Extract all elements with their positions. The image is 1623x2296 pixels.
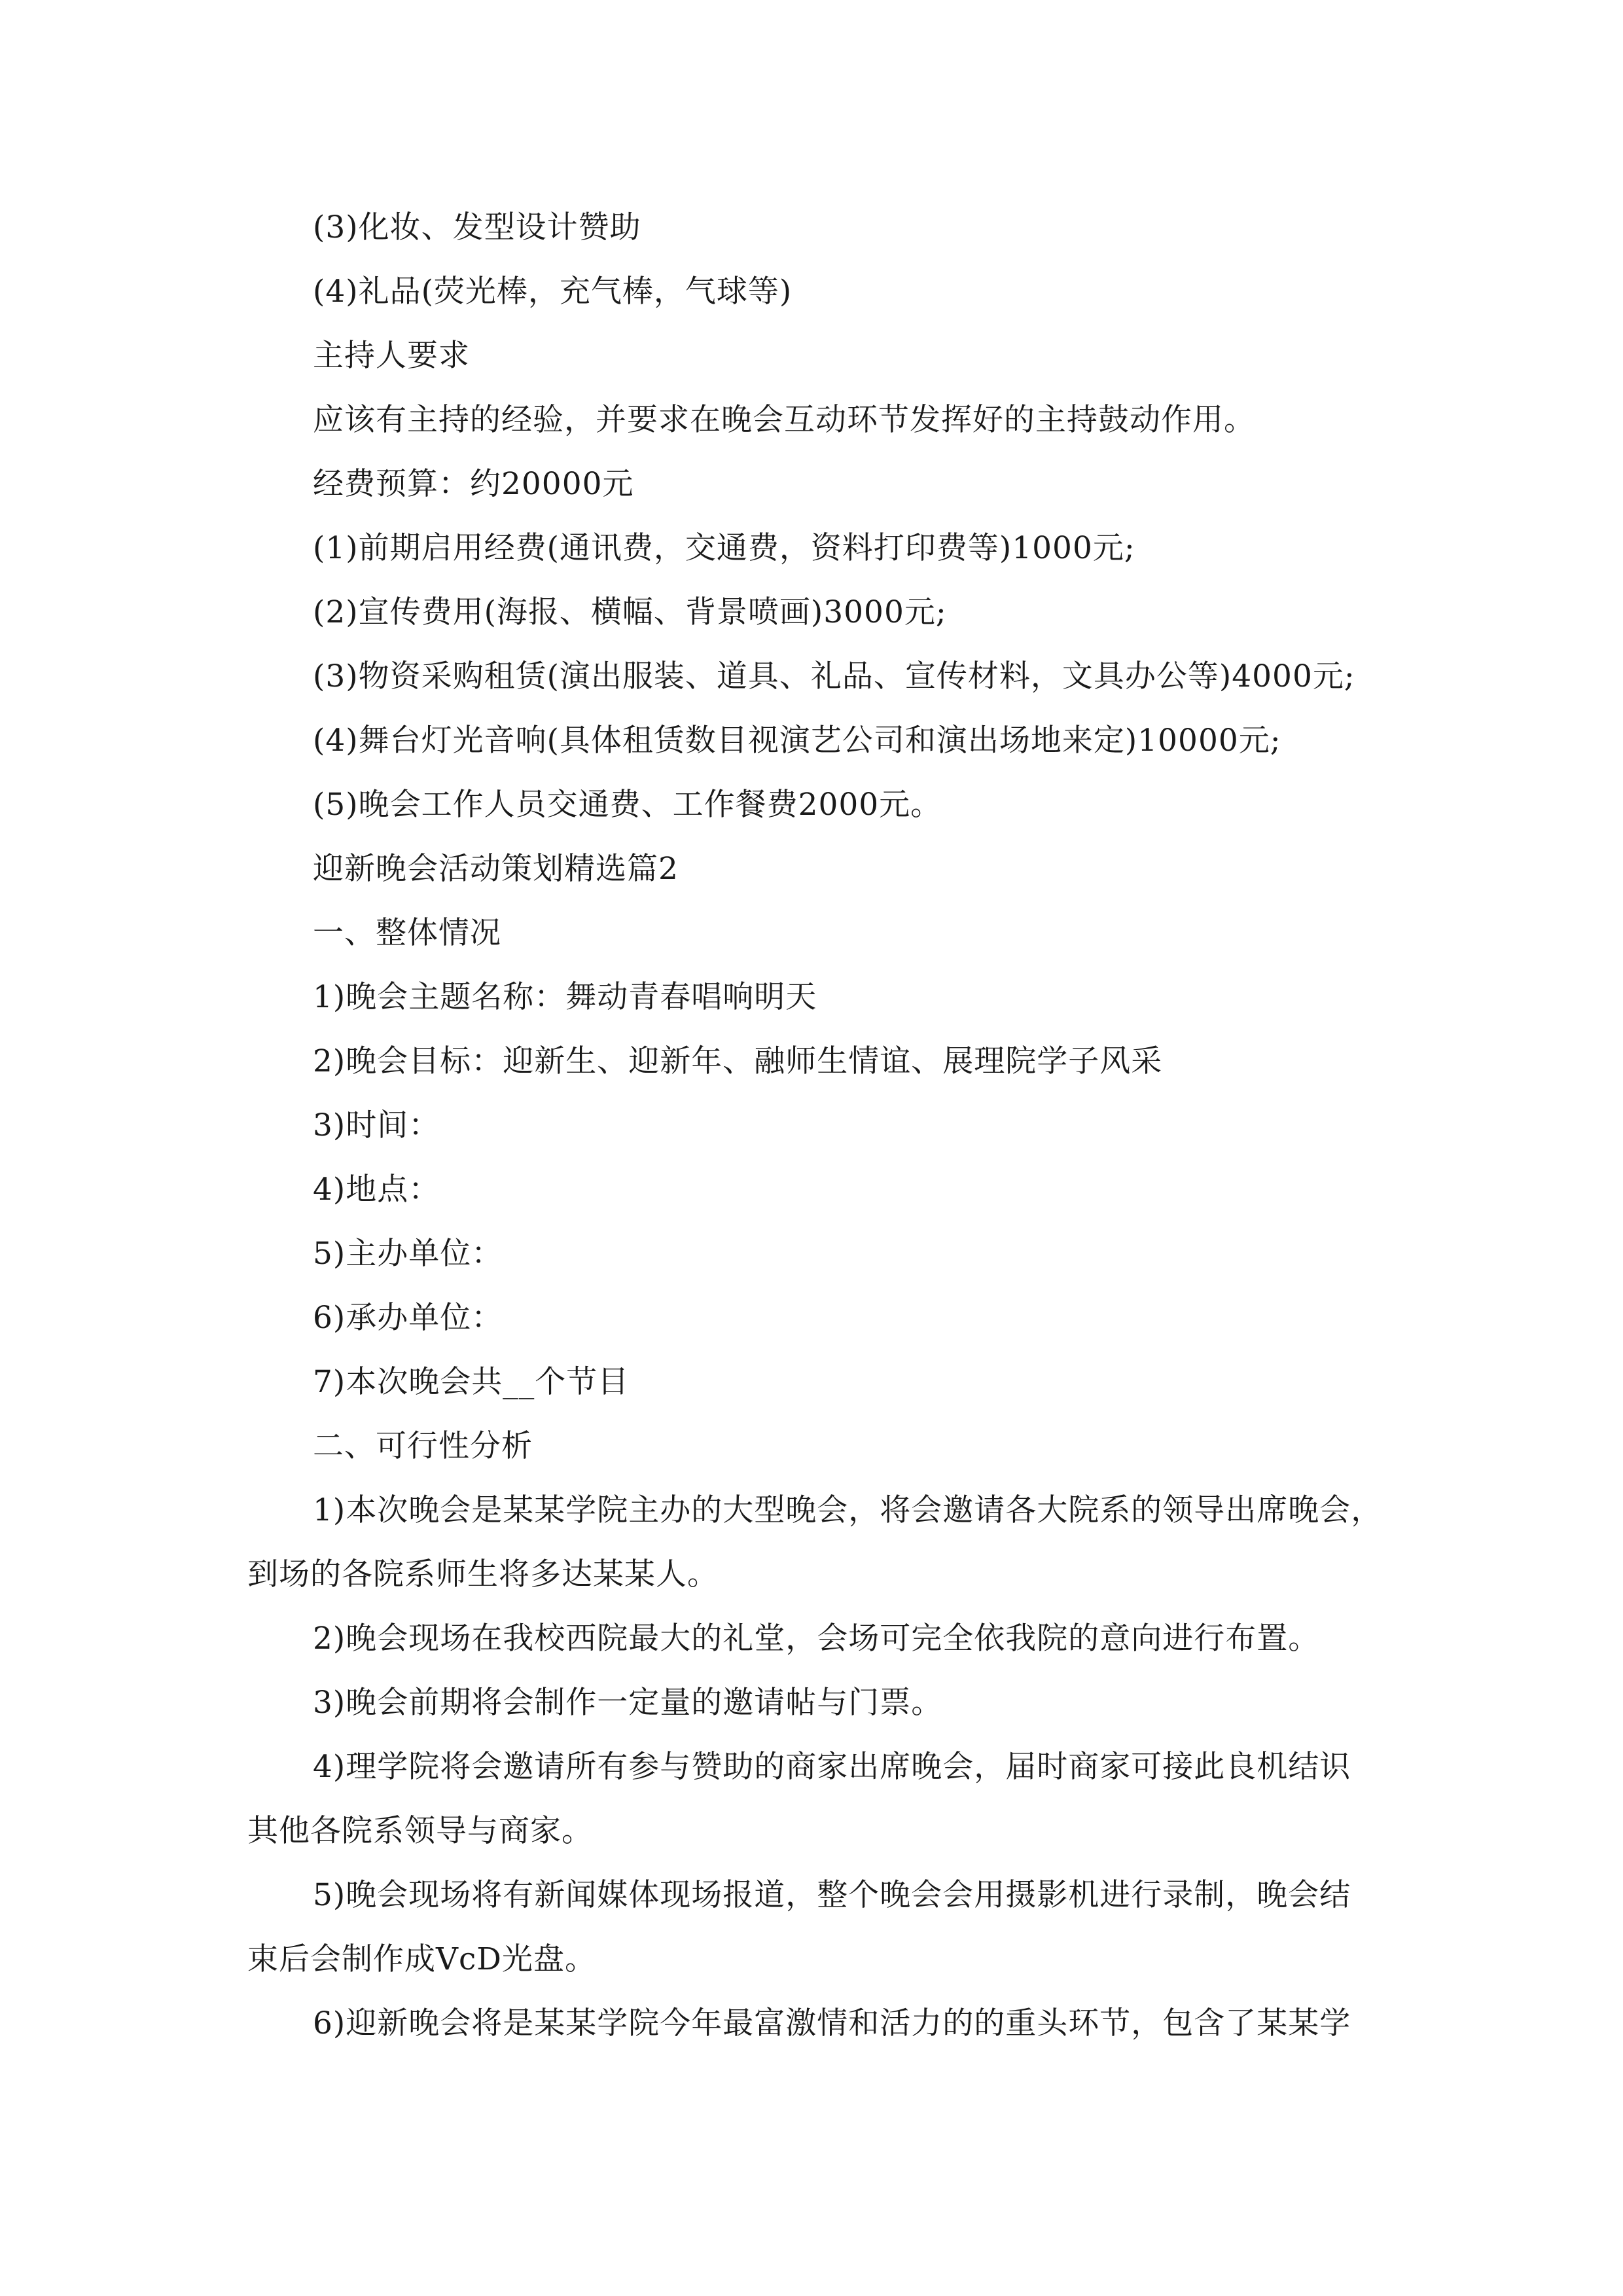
list-item-sponsor-gifts: (4)礼品(荧光棒，充气棒，气球等) bbox=[313, 274, 793, 310]
section-heading-overview: 一、整体情况 bbox=[313, 915, 501, 951]
overview-item-time: 3)时间： bbox=[313, 1107, 440, 1143]
feasibility-paragraph-6-line-1: 6)迎新晚会将是某某学院今年最富激情和活力的的重头环节，包含了某某学 bbox=[313, 2005, 1351, 2041]
feasibility-paragraph-1-line-1: 1)本次晚会是某某学院主办的大型晚会，将会邀请各大院系的领导出席晚会， bbox=[313, 1492, 1383, 1528]
feasibility-paragraph-2: 2)晚会现场在我校西院最大的礼堂，会场可完全依我院的意向进行布置。 bbox=[313, 1621, 1320, 1657]
section-heading-budget: 经费预算：约20000元 bbox=[313, 466, 634, 502]
feasibility-paragraph-5-line-2: 束后会制作成VcD光盘。 bbox=[247, 1941, 596, 1977]
overview-item-theme: 1)晚会主题名称：舞动青春唱响明天 bbox=[313, 979, 817, 1015]
feasibility-paragraph-5-line-1: 5)晚会现场将有新闻媒体现场报道，整个晚会会用摄影机进行录制，晚会结 bbox=[313, 1877, 1351, 1913]
article-title-part-2: 迎新晚会活动策划精选篇2 bbox=[313, 851, 679, 887]
feasibility-paragraph-1-line-2: 到场的各院系师生将多达某某人。 bbox=[247, 1556, 719, 1592]
overview-item-program-count: 7)本次晚会共__个节目 bbox=[313, 1364, 630, 1400]
budget-item-5: (5)晚会工作人员交通费、工作餐费2000元。 bbox=[313, 787, 942, 823]
budget-item-4: (4)舞台灯光音响(具体租赁数目视演艺公司和演出场地来定)10000元; bbox=[313, 723, 1281, 759]
overview-item-location: 4)地点： bbox=[313, 1172, 440, 1208]
section-heading-feasibility: 二、可行性分析 bbox=[313, 1428, 533, 1464]
feasibility-paragraph-3: 3)晚会前期将会制作一定量的邀请帖与门票。 bbox=[313, 1685, 943, 1721]
overview-item-goal: 2)晚会目标：迎新生、迎新年、融师生情谊、展理院学子风采 bbox=[313, 1043, 1163, 1079]
budget-item-2: (2)宣传费用(海报、横幅、背景喷画)3000元; bbox=[313, 594, 947, 630]
overview-item-organizer: 5)主办单位： bbox=[313, 1236, 503, 1272]
budget-item-3: (3)物资采购租赁(演出服装、道具、礼品、宣传材料，文具办公等)4000元; bbox=[313, 658, 1355, 694]
section-heading-host-requirements: 主持人要求 bbox=[313, 338, 470, 374]
feasibility-paragraph-4-line-1: 4)理学院将会邀请所有参与赞助的商家出席晚会，届时商家可接此良机结识 bbox=[313, 1749, 1351, 1785]
overview-item-co-organizer: 6)承办单位： bbox=[313, 1300, 503, 1336]
paragraph-host-requirements: 应该有主持的经验，并要求在晚会互动环节发挥好的主持鼓动作用。 bbox=[313, 402, 1255, 438]
budget-item-1: (1)前期启用经费(通讯费，交通费，资料打印费等)1000元; bbox=[313, 530, 1135, 566]
feasibility-paragraph-4-line-2: 其他各院系领导与商家。 bbox=[247, 1813, 593, 1849]
list-item-sponsor-makeup: (3)化妆、发型设计赞助 bbox=[313, 209, 641, 245]
